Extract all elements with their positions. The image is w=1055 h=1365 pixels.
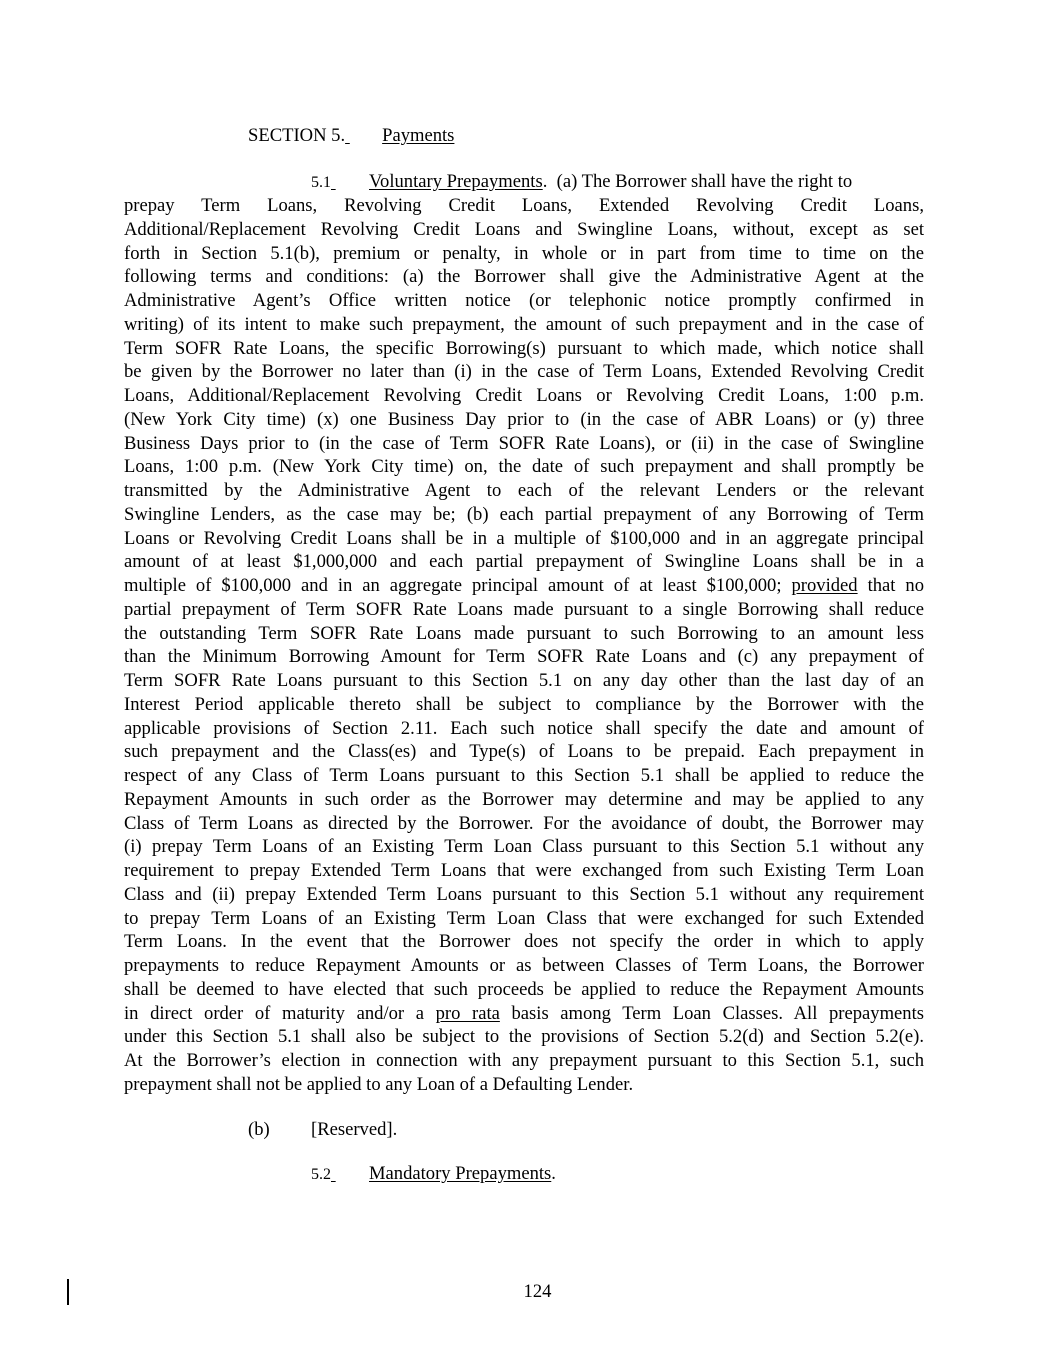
body-line: than the Minimum Borrowing Amount for Term SOFR Rate Loans and (c) any prepayment of xyxy=(124,646,924,668)
section-heading xyxy=(248,124,454,148)
subsection-tab-gap xyxy=(331,170,369,194)
body-line: forth in Section 5.1(b), premium or penalty, in whole or in part from time to time on the xyxy=(124,242,924,264)
body-line: the outstanding Term SOFR Rate Loans made pursuant to such Borrowing to an amount less xyxy=(124,622,924,644)
body-line: such prepayment and the Class(es) and Type(s) of Loans to be prepaid. Each prepayment in xyxy=(124,741,924,763)
subsection-5-1-heading xyxy=(311,170,852,195)
body-line: under this Section 5.1 shall also be subject to the provisions of Section 5.2(d) and Section 5.2(e). xyxy=(124,1026,924,1048)
pro-rata-term: pro rata xyxy=(435,1002,500,1024)
body-line: be given by the Borrower no later than (i) in the case of Term Loans, Extended Revolving Credit xyxy=(124,361,924,383)
body-line: Loans, Additional/Replacement Revolving Credit Loans or Revolving Credit Loans, 1:00 p.m. xyxy=(124,385,924,406)
subsection-5-1-title-punct: . xyxy=(542,171,548,192)
body-line: respect of any Class of Term Loans pursuant to this Section 5.1 shall be applied to reduce the xyxy=(124,765,924,786)
subsection-5-1-body xyxy=(124,194,924,1097)
section-number: SECTION 5. xyxy=(248,125,346,146)
provided-line-after: that no xyxy=(867,575,925,596)
subsection-5-2-tab-gap xyxy=(331,1162,369,1186)
subsection-5-2-title-punct: . xyxy=(551,1163,556,1184)
body-line: shall be deemed to have elected that such proceeds be applied to reduce the Repayment Amounts xyxy=(124,978,924,1000)
paragraph-b-text: [Reserved]. xyxy=(311,1119,398,1140)
pro-rata-line-before: in direct order of maturity and/or a xyxy=(124,1002,424,1024)
body-line: partial prepayment of Term SOFR Rate Loans made pursuant to a single Borrowing shall reduce xyxy=(124,598,924,620)
subsection-5-1-number: 5.1 xyxy=(311,174,331,191)
subsection-5-2-heading xyxy=(311,1162,556,1187)
body-line: following terms and conditions: (a) the Borrower shall give the Administrative Agent at the xyxy=(124,266,924,288)
pro-rata-line-after: basis among Term Loan Classes. All prepayments xyxy=(511,1002,924,1024)
body-line: transmitted by the Administrative Agent to each of the relevant Lenders or the relevant xyxy=(124,480,924,501)
body-line: Class and (ii) prepay Extended Term Loans pursuant to this Section 5.1 without any requirement xyxy=(124,883,924,905)
body-line: At the Borrower’s election in connection with any prepayment pursuant to this Section 5.1, such xyxy=(124,1050,924,1071)
body-line: Term SOFR Rate Loans, the specific Borrowing(s) pursuant to which made, which notice shall xyxy=(124,337,924,359)
page-number: 124 xyxy=(523,1281,552,1302)
body-line: (New York City time) (x) one Business Day prior to (in the case of ABR Loans) or (y) three xyxy=(124,408,924,430)
body-line: to prepay Term Loans of an Existing Term Loan Class that were exchanged for such Extended xyxy=(124,907,924,929)
paragraph-b xyxy=(248,1118,397,1142)
body-line: writing) of its intent to make such prepayment, the amount of such prepayment and in the case of xyxy=(124,313,924,335)
body-line: Interest Period applicable thereto shall be subject to compliance by the Borrower with the xyxy=(124,693,924,715)
body-line: Class of Term Loans as directed by the Borrower. For the avoidance of doubt, the Borrower may xyxy=(124,812,924,834)
body-line: Swingline Lenders, as the case may be; (b) each partial prepayment of any Borrowing of Term xyxy=(124,503,924,525)
body-line-provided xyxy=(124,574,924,598)
body-line: Loans, 1:00 p.m. (New York City time) on, the date of such prepayment and shall promptly be xyxy=(124,456,924,478)
body-line: Business Days prior to (in the case of Term SOFR Rate Loans), or (ii) in the case of Swingline xyxy=(124,432,924,454)
paragraph-b-label: (b) xyxy=(248,1119,270,1140)
section-title: Payments xyxy=(382,125,455,146)
body-line: (i) prepay Term Loans of an Existing Term Loan Class pursuant to this Section 5.1 without any xyxy=(124,836,924,858)
body-line-last: prepayment shall not be applied to any Loan of a Defaulting Lender. xyxy=(124,1073,634,1095)
provided-line-before: multiple of $100,000 and in an aggregate principal amount of at least $100,000; xyxy=(124,575,782,596)
body-line: Term SOFR Rate Loans pursuant to this Section 5.1 on any day other than the last day of an xyxy=(124,670,924,691)
provided-term: provided xyxy=(791,575,858,596)
subsection-5-2-title: Mandatory Prepayments xyxy=(369,1163,552,1184)
body-line: prepay Term Loans, Revolving Credit Loans, Extended Revolving Credit Loans, xyxy=(124,195,924,216)
body-line: Administrative Agent’s Office written notice (or telephonic notice promptly confirmed in xyxy=(124,290,924,311)
subsection-5-1-lead: (a) The Borrower shall have the right to xyxy=(556,171,853,192)
heading-tab-gap xyxy=(345,124,382,148)
body-line: prepayments to reduce Repayment Amounts or as between Classes of Term Loans, the Borrower xyxy=(124,955,924,976)
body-line: requirement to prepay Extended Term Loans that were exchanged from such Existing Term Loan xyxy=(124,860,924,881)
subsection-5-1-title: Voluntary Prepayments xyxy=(369,171,543,192)
body-line: Loans or Revolving Credit Loans shall be in a multiple of $100,000 and in an aggregate principal xyxy=(124,527,924,549)
body-line: applicable provisions of Section 2.11. Each such notice shall specify the date and amount of xyxy=(124,717,924,739)
body-line-pro-rata xyxy=(124,1002,924,1026)
body-line: Repayment Amounts in such order as the Borrower may determine and may be applied to any xyxy=(124,788,924,810)
body-line: Term Loans. In the event that the Borrower does not specify the order in which to apply xyxy=(124,931,924,953)
subsection-5-2-number: 5.2 xyxy=(311,1166,331,1183)
body-line: amount of at least $1,000,000 and each partial prepayment of Swingline Loans shall be in a xyxy=(124,551,924,573)
body-line: Additional/Replacement Revolving Credit Loans and Swingline Loans, without, except as set xyxy=(124,218,924,240)
